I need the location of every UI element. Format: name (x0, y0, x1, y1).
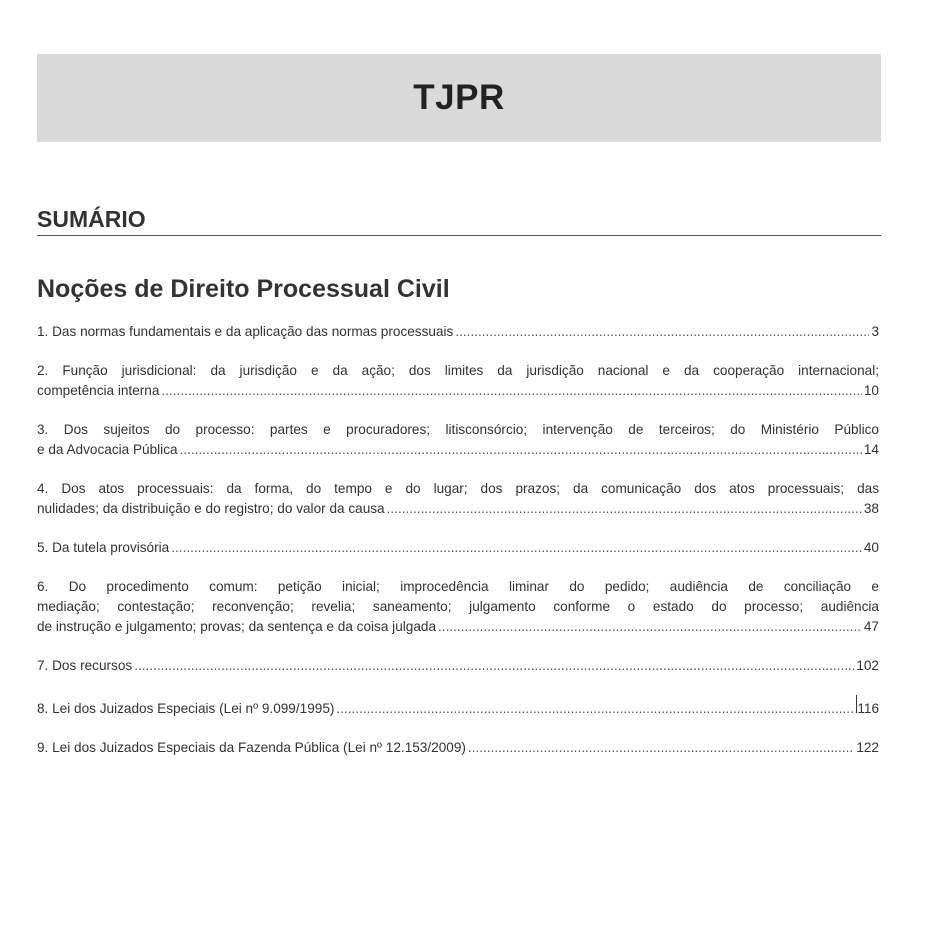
toc-leader-dots (438, 617, 862, 637)
toc-entry-line: mediação; contestação; reconvenção; revelia; saneamento; julgamento conforme o estado do processo; audiência (37, 599, 879, 614)
toc-entry-title: 1. Das normas fundamentais e da aplicação das normas processuais (37, 324, 454, 339)
toc-leader-dots (161, 381, 861, 401)
table-of-contents (37, 322, 879, 777)
toc-entry-last-line (37, 656, 879, 676)
toc-entry-title: nulidades; da distribuição e do registro; do valor da causa (37, 501, 385, 516)
toc-entry-line: 2. Função jurisdicional: da jurisdição e da ação; dos limites da jurisdição nacional e da cooperação internacional; (37, 363, 879, 378)
toc-leader-dots (455, 322, 869, 342)
toc-entry (37, 361, 879, 401)
toc-entry-last-line (37, 695, 879, 719)
toc-entry-last-line (37, 538, 879, 558)
toc-entry-title: competência interna (37, 383, 160, 398)
toc-page-number: 40 (863, 540, 879, 555)
toc-leader-dots (180, 440, 862, 460)
toc-entry-last-line (37, 617, 879, 637)
toc-entry-title: e da Advocacia Pública (37, 442, 178, 457)
toc-leader-dots (468, 738, 854, 758)
toc-entry (37, 656, 879, 676)
subject-title: Noções de Direito Processual Civil (37, 275, 450, 303)
toc-entry-line: 3. Dos sujeitos do processo: partes e procuradores; litisconsórcio; intervenção de terceiros; do Ministério Público (37, 422, 879, 437)
toc-entry-last-line (37, 381, 879, 401)
toc-entry (37, 479, 879, 519)
toc-entry (37, 420, 879, 460)
toc-entry (37, 695, 879, 719)
toc-entry (37, 322, 879, 342)
summary-heading (37, 203, 881, 236)
toc-page-number: 122 (856, 740, 879, 755)
toc-leader-dots (336, 699, 854, 719)
toc-entry-last-line (37, 738, 879, 758)
toc-entry-line: 4. Dos atos processuais: da forma, do tempo e do lugar; dos prazos; da comunicação dos atos processuais; das (37, 481, 879, 496)
toc-entry-last-line (37, 440, 879, 460)
toc-page-number: 102 (856, 658, 879, 673)
toc-entry-title: 7. Dos recursos (37, 658, 133, 673)
title-band (37, 54, 881, 142)
page-title: TJPR (413, 78, 505, 117)
toc-leader-dots (171, 538, 862, 558)
toc-entry-last-line (37, 322, 879, 342)
toc-entry-title: 5. Da tutela provisória (37, 540, 170, 555)
toc-leader-dots (134, 656, 854, 676)
toc-entry-title: de instrução e julgamento; provas; da sentença e da coisa julgada (37, 619, 437, 634)
toc-page-number: 38 (863, 501, 879, 516)
summary-heading-text: SUMÁRIO (37, 206, 146, 232)
toc-entry-line: 6. Do procedimento comum: petição inicial; improcedência liminar do pedido; audiência de conciliação e (37, 579, 879, 594)
toc-page-number: 116 (857, 701, 879, 716)
toc-page-number: 10 (863, 383, 879, 398)
toc-page-number: 14 (863, 442, 879, 457)
toc-entry-last-line (37, 499, 879, 519)
toc-leader-dots (387, 499, 862, 519)
toc-entry-title: 8. Lei dos Juizados Especiais (Lei nº 9.099/1995) (37, 701, 335, 716)
toc-entry-title: 9. Lei dos Juizados Especiais da Fazenda Pública (Lei nº 12.153/2009) (37, 740, 466, 755)
toc-entry (37, 738, 879, 758)
toc-entry (37, 538, 879, 558)
toc-entry (37, 577, 879, 637)
toc-page-number: 47 (863, 619, 879, 634)
toc-page-number: 3 (871, 324, 879, 339)
